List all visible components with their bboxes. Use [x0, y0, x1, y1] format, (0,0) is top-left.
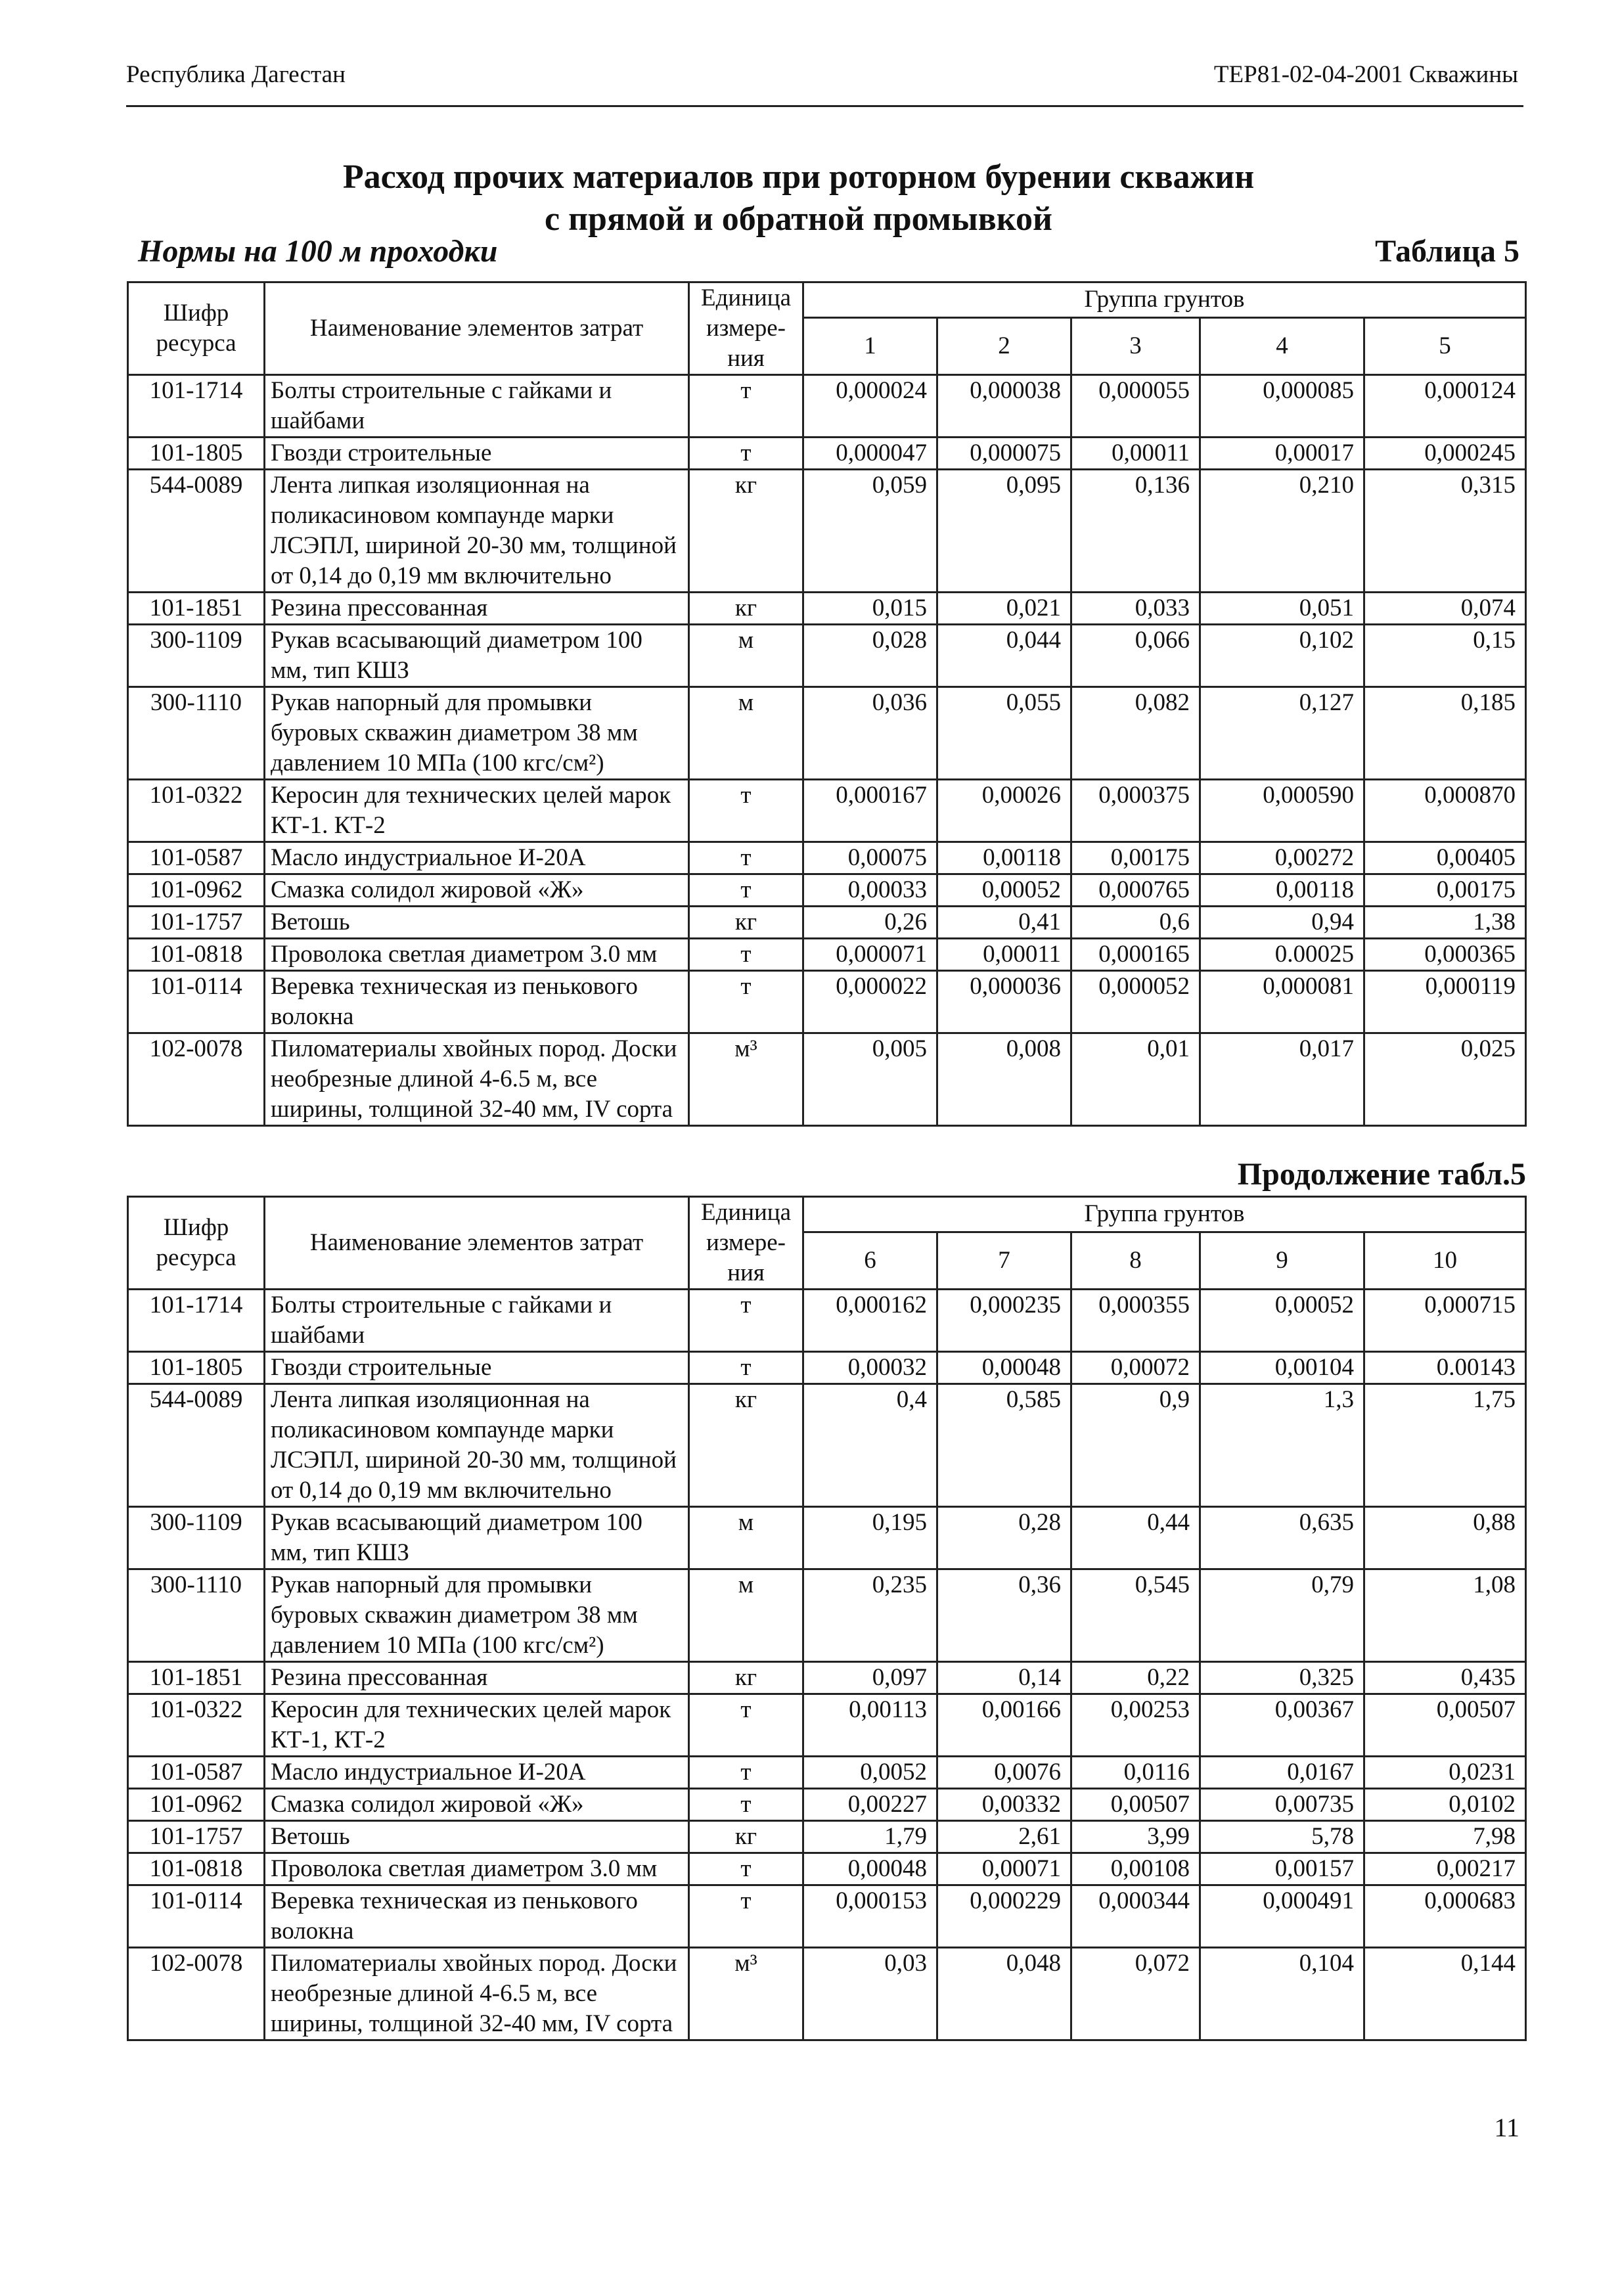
norm-value-cell: 0,00033 — [803, 874, 937, 907]
norms-table-groups-6-10 — [127, 1196, 1527, 2041]
norm-value-cell: 0,000590 — [1200, 780, 1364, 842]
unit-cell: м³ — [689, 1948, 803, 2040]
group-number: 5 — [1364, 317, 1526, 374]
norm-value-cell: 0,000081 — [1200, 971, 1364, 1033]
resource-code-cell: 101-0322 — [128, 780, 265, 842]
resource-code-cell: 101-1757 — [128, 1821, 265, 1853]
norm-value-cell: 0,000765 — [1071, 874, 1200, 907]
unit-cell: т — [689, 971, 803, 1033]
resource-name-cell: Масло индустриальное И-20А — [265, 842, 689, 874]
table-row — [128, 780, 1526, 842]
unit-cell: т — [689, 438, 803, 470]
resource-name-cell: Рукав напорный для промывки буровых скважин диаметром 38 мм давлением 10 МПа (100 кгс/см²) — [265, 1569, 689, 1662]
resource-name-cell: Проволока светлая диаметром 3.0 мм — [265, 1853, 689, 1885]
norm-value-cell: 0,00166 — [937, 1694, 1071, 1757]
norm-value-cell: 3,99 — [1071, 1821, 1200, 1853]
norm-value-cell: 0,000375 — [1071, 780, 1200, 842]
header-document-code: ТЕР81-02-04-2001 Скважины — [1213, 61, 1518, 88]
norm-value-cell: 0,000491 — [1200, 1885, 1364, 1948]
norm-value-cell: 0,048 — [937, 1948, 1071, 2040]
table-row — [128, 1352, 1526, 1384]
resource-name-cell: Ветошь — [265, 907, 689, 939]
norm-value-cell: 0,00026 — [937, 780, 1071, 842]
norm-value-cell: 0,00048 — [937, 1352, 1071, 1384]
norms-label: Нормы на 100 м проходки — [138, 234, 498, 269]
resource-name-cell: Резина прессованная — [265, 1662, 689, 1694]
norm-value-cell: 0,000355 — [1071, 1290, 1200, 1352]
col-header-code: Шифр ресурса — [128, 1197, 265, 1290]
norm-value-cell: 0,102 — [1200, 625, 1364, 687]
norm-value-cell: 0,325 — [1200, 1662, 1364, 1694]
norm-value-cell: 0,000038 — [937, 375, 1071, 438]
group-number: 9 — [1200, 1232, 1364, 1289]
col-header-code: Шифр ресурса — [128, 282, 265, 375]
table-row — [128, 939, 1526, 971]
unit-cell: кг — [689, 1821, 803, 1853]
resource-name-cell: Керосин для технических целей марок КТ-1, КТ-2 — [265, 1694, 689, 1757]
norm-value-cell: 0,4 — [803, 1384, 937, 1507]
unit-cell: т — [689, 842, 803, 874]
norm-value-cell: 0,00175 — [1071, 842, 1200, 874]
table-row — [128, 907, 1526, 939]
page-number: 11 — [1494, 2113, 1519, 2142]
norm-value-cell: 0,000235 — [937, 1290, 1071, 1352]
unit-cell: кг — [689, 1662, 803, 1694]
resource-code-cell: 544-0089 — [128, 1384, 265, 1507]
resource-name-cell: Гвозди строительные — [265, 1352, 689, 1384]
norm-value-cell: 0,000245 — [1364, 438, 1526, 470]
group-number: 1 — [803, 317, 937, 374]
norm-value-cell: 0,055 — [937, 687, 1071, 780]
table-row — [128, 971, 1526, 1033]
table-row — [128, 1033, 1526, 1126]
table-row — [128, 438, 1526, 470]
table-row — [128, 1948, 1526, 2040]
norm-value-cell: 0,000119 — [1364, 971, 1526, 1033]
norm-value-cell: 0,00367 — [1200, 1694, 1364, 1757]
norm-value-cell: 0,0102 — [1364, 1789, 1526, 1821]
norm-value-cell: 0.00143 — [1364, 1352, 1526, 1384]
table-row — [128, 874, 1526, 907]
norm-value-cell: 0,000365 — [1364, 939, 1526, 971]
resource-code-cell: 101-0114 — [128, 1885, 265, 1948]
norm-value-cell: 0,00118 — [937, 842, 1071, 874]
norm-value-cell: 0,097 — [803, 1662, 937, 1694]
table-row — [128, 1757, 1526, 1789]
col-header-name: Наименование элементов затрат — [265, 1197, 689, 1290]
norm-value-cell: 0,127 — [1200, 687, 1364, 780]
norm-value-cell: 0,000022 — [803, 971, 937, 1033]
norm-value-cell: 0,00052 — [937, 874, 1071, 907]
resource-code-cell: 101-0818 — [128, 939, 265, 971]
resource-name-cell: Лента липкая изоляционная на поликасиновом компаунде марки ЛСЭПЛ, шириной 20-30 мм, толщиной от 0,14 до 0,19 мм включительно — [265, 1384, 689, 1507]
norm-value-cell: 0,545 — [1071, 1569, 1200, 1662]
norm-value-cell: 0,015 — [803, 593, 937, 625]
norm-value-cell: 0,082 — [1071, 687, 1200, 780]
norm-value-cell: 0,059 — [803, 470, 937, 593]
norm-value-cell: 0,22 — [1071, 1662, 1200, 1694]
norm-value-cell: 0,000024 — [803, 375, 937, 438]
unit-cell: т — [689, 780, 803, 842]
resource-name-cell: Резина прессованная — [265, 593, 689, 625]
norm-value-cell: 0,095 — [937, 470, 1071, 593]
norm-value-cell: 0,025 — [1364, 1033, 1526, 1126]
resource-name-cell: Веревка техническая из пенькового волокна — [265, 971, 689, 1033]
unit-cell: т — [689, 874, 803, 907]
resource-name-cell: Ветошь — [265, 1821, 689, 1853]
norm-value-cell: 0,00507 — [1364, 1694, 1526, 1757]
group-number: 3 — [1071, 317, 1200, 374]
table-row — [128, 625, 1526, 687]
norm-value-cell: 5,78 — [1200, 1821, 1364, 1853]
norm-value-cell: 0,03 — [803, 1948, 937, 2040]
header-region: Республика Дагестан — [126, 61, 346, 88]
table-row — [128, 1885, 1526, 1948]
norm-value-cell: 0,028 — [803, 625, 937, 687]
norm-value-cell: 0,15 — [1364, 625, 1526, 687]
norm-value-cell: 0,000071 — [803, 939, 937, 971]
norm-value-cell: 0,00075 — [803, 842, 937, 874]
table-row — [128, 375, 1526, 438]
norm-value-cell: 0,195 — [803, 1507, 937, 1569]
norm-value-cell: 0,00104 — [1200, 1352, 1364, 1384]
col-header-name: Наименование элементов затрат — [265, 282, 689, 375]
resource-name-cell: Смазка солидол жировой «Ж» — [265, 874, 689, 907]
resource-name-cell: Рукав всасывающий диаметром 100 мм, тип КШЗ — [265, 625, 689, 687]
unit-cell: кг — [689, 907, 803, 939]
norm-value-cell: 0,000162 — [803, 1290, 937, 1352]
norm-value-cell: 0,036 — [803, 687, 937, 780]
norm-value-cell: 0,000344 — [1071, 1885, 1200, 1948]
resource-code-cell: 300-1109 — [128, 625, 265, 687]
unit-cell: т — [689, 1853, 803, 1885]
norm-value-cell: 0,008 — [937, 1033, 1071, 1126]
norm-value-cell: 0,000085 — [1200, 375, 1364, 438]
unit-cell: т — [689, 1694, 803, 1757]
table-row — [128, 1290, 1526, 1352]
resource-code-cell: 101-0114 — [128, 971, 265, 1033]
norm-value-cell: 0,000229 — [937, 1885, 1071, 1948]
norm-value-cell: 0,00272 — [1200, 842, 1364, 874]
resource-code-cell: 300-1110 — [128, 1569, 265, 1662]
resource-name-cell: Веревка техническая из пенькового волокна — [265, 1885, 689, 1948]
unit-cell: т — [689, 1885, 803, 1948]
norm-value-cell: 0,144 — [1364, 1948, 1526, 2040]
resource-code-cell: 101-0818 — [128, 1853, 265, 1885]
table-row — [128, 1821, 1526, 1853]
col-header-unit: Единица измере-ния — [689, 1197, 803, 1290]
table-row — [128, 593, 1526, 625]
unit-cell: м³ — [689, 1033, 803, 1126]
resource-code-cell: 101-1805 — [128, 1352, 265, 1384]
table-row — [128, 1853, 1526, 1885]
norm-value-cell: 0,435 — [1364, 1662, 1526, 1694]
resource-code-cell: 300-1110 — [128, 687, 265, 780]
header-rule — [126, 105, 1523, 107]
norm-value-cell: 0,41 — [937, 907, 1071, 939]
unit-cell: м — [689, 687, 803, 780]
resource-code-cell: 101-0587 — [128, 842, 265, 874]
norm-value-cell: 0,00032 — [803, 1352, 937, 1384]
unit-cell: т — [689, 375, 803, 438]
unit-cell: т — [689, 1757, 803, 1789]
norm-value-cell: 0,94 — [1200, 907, 1364, 939]
table-row — [128, 470, 1526, 593]
table-row — [128, 1789, 1526, 1821]
resource-code-cell: 101-0587 — [128, 1757, 265, 1789]
norm-value-cell: 0,00507 — [1071, 1789, 1200, 1821]
norm-value-cell: 0,00048 — [803, 1853, 937, 1885]
norm-value-cell: 0,000075 — [937, 438, 1071, 470]
unit-cell: кг — [689, 1384, 803, 1507]
page-title — [0, 156, 1597, 240]
unit-cell: т — [689, 1352, 803, 1384]
resource-name-cell: Болты строительные с гайками и шайбами — [265, 1290, 689, 1352]
norm-value-cell: 0,033 — [1071, 593, 1200, 625]
group-number: 6 — [803, 1232, 937, 1289]
resource-name-cell: Рукав напорный для промывки буровых скважин диаметром 38 мм давлением 10 МПа (100 кгс/см²) — [265, 687, 689, 780]
norm-value-cell: 0,00017 — [1200, 438, 1364, 470]
norm-value-cell: 0,00108 — [1071, 1853, 1200, 1885]
norm-value-cell: 0,000055 — [1071, 375, 1200, 438]
resource-name-cell: Масло индустриальное И-20А — [265, 1757, 689, 1789]
norm-value-cell: 0,585 — [937, 1384, 1071, 1507]
norm-value-cell: 0,044 — [937, 625, 1071, 687]
norm-value-cell: 0,00405 — [1364, 842, 1526, 874]
norm-value-cell: 0,000870 — [1364, 780, 1526, 842]
norm-value-cell: 0,000052 — [1071, 971, 1200, 1033]
norm-value-cell: 0,00175 — [1364, 874, 1526, 907]
unit-cell: кг — [689, 593, 803, 625]
norm-value-cell: 0,01 — [1071, 1033, 1200, 1126]
resource-name-cell: Болты строительные с гайками и шайбами — [265, 375, 689, 438]
unit-cell: т — [689, 939, 803, 971]
norm-value-cell: 0,00011 — [1071, 438, 1200, 470]
norm-value-cell: 0,021 — [937, 593, 1071, 625]
norm-value-cell: 0,6 — [1071, 907, 1200, 939]
norm-value-cell: 0,235 — [803, 1569, 937, 1662]
norm-value-cell: 0,00332 — [937, 1789, 1071, 1821]
norm-value-cell: 0,017 — [1200, 1033, 1364, 1126]
resource-code-cell: 101-1851 — [128, 593, 265, 625]
unit-cell: м — [689, 1569, 803, 1662]
norm-value-cell: 2,61 — [937, 1821, 1071, 1853]
resource-name-cell: Проволока светлая диаметром 3.0 мм — [265, 939, 689, 971]
unit-cell: кг — [689, 470, 803, 593]
norm-value-cell: 0,00072 — [1071, 1352, 1200, 1384]
norm-value-cell: 0,136 — [1071, 470, 1200, 593]
table-body — [128, 375, 1526, 1126]
norm-value-cell: 0,000036 — [937, 971, 1071, 1033]
norm-value-cell: 0,0076 — [937, 1757, 1071, 1789]
norm-value-cell: 0,00157 — [1200, 1853, 1364, 1885]
norm-value-cell: 0,000047 — [803, 438, 937, 470]
unit-cell: т — [689, 1290, 803, 1352]
norm-value-cell: 0,14 — [937, 1662, 1071, 1694]
resource-code-cell: 101-0322 — [128, 1694, 265, 1757]
resource-code-cell: 101-1757 — [128, 907, 265, 939]
norm-value-cell: 0,051 — [1200, 593, 1364, 625]
norm-value-cell: 0,000153 — [803, 1885, 937, 1948]
norm-value-cell: 0,635 — [1200, 1507, 1364, 1569]
norm-value-cell: 0,000683 — [1364, 1885, 1526, 1948]
resource-code-cell: 101-1851 — [128, 1662, 265, 1694]
resource-name-cell: Пиломатериалы хвойных пород. Доски необрезные длиной 4-6.5 м, все ширины, толщиной 32-40 мм, IV сорта — [265, 1948, 689, 2040]
norm-value-cell: 0,0167 — [1200, 1757, 1364, 1789]
norm-value-cell: 0,26 — [803, 907, 937, 939]
norm-value-cell: 0,315 — [1364, 470, 1526, 593]
norm-value-cell: 0,210 — [1200, 470, 1364, 593]
table-label: Таблица 5 — [1375, 234, 1519, 269]
table-row — [128, 1694, 1526, 1757]
norm-value-cell: 0,000165 — [1071, 939, 1200, 971]
norm-value-cell: 1,08 — [1364, 1569, 1526, 1662]
continuation-label: Продолжение табл.5 — [1237, 1157, 1526, 1192]
resource-code-cell: 101-1714 — [128, 375, 265, 438]
group-number: 2 — [937, 317, 1071, 374]
norm-value-cell: 0,000167 — [803, 780, 937, 842]
group-number: 7 — [937, 1232, 1071, 1289]
norm-value-cell: 0,00071 — [937, 1853, 1071, 1885]
resource-code-cell: 101-0962 — [128, 874, 265, 907]
norm-value-cell: 0,00113 — [803, 1694, 937, 1757]
col-header-group: Группа грунтов — [803, 282, 1526, 318]
resource-name-cell: Лента липкая изоляционная на поликасиновом компаунде марки ЛСЭПЛ, шириной 20-30 мм, толщиной от 0,14 до 0,19 мм включительно — [265, 470, 689, 593]
resource-code-cell: 101-0962 — [128, 1789, 265, 1821]
group-number: 4 — [1200, 317, 1364, 374]
norm-value-cell: 0,00052 — [1200, 1290, 1364, 1352]
col-header-group: Группа грунтов — [803, 1197, 1526, 1232]
table-row — [128, 1384, 1526, 1507]
norm-value-cell: 1,3 — [1200, 1384, 1364, 1507]
col-header-unit: Единица измере-ния — [689, 282, 803, 375]
norm-value-cell: 0,0116 — [1071, 1757, 1200, 1789]
unit-cell: м — [689, 625, 803, 687]
group-number: 8 — [1071, 1232, 1200, 1289]
norm-value-cell: 0,88 — [1364, 1507, 1526, 1569]
norm-value-cell: 0,0231 — [1364, 1757, 1526, 1789]
norm-value-cell: 0,79 — [1200, 1569, 1364, 1662]
norm-value-cell: 1,38 — [1364, 907, 1526, 939]
norm-value-cell: 0,072 — [1071, 1948, 1200, 2040]
resource-name-cell: Рукав всасывающий диаметром 100 мм, тип КШЗ — [265, 1507, 689, 1569]
norm-value-cell: 0,00011 — [937, 939, 1071, 971]
norm-value-cell: 0,074 — [1364, 593, 1526, 625]
unit-cell: м — [689, 1507, 803, 1569]
norm-value-cell: 0,00118 — [1200, 874, 1364, 907]
norm-value-cell: 0,000124 — [1364, 375, 1526, 438]
norm-value-cell: 0,0052 — [803, 1757, 937, 1789]
table-body — [128, 1290, 1526, 2040]
norm-value-cell: 0,005 — [803, 1033, 937, 1126]
resource-code-cell: 544-0089 — [128, 470, 265, 593]
resource-name-cell: Пиломатериалы хвойных пород. Доски необрезные длиной 4-6.5 м, все ширины, толщиной 32-40 мм, IV сорта — [265, 1033, 689, 1126]
norm-value-cell: 0,44 — [1071, 1507, 1200, 1569]
norm-value-cell: 0,185 — [1364, 687, 1526, 780]
norm-value-cell: 0,00735 — [1200, 1789, 1364, 1821]
resource-code-cell: 102-0078 — [128, 1033, 265, 1126]
norm-value-cell: 0,00217 — [1364, 1853, 1526, 1885]
title-line-1: Расход прочих материалов при роторном бурении скважин — [342, 158, 1255, 196]
table-row — [128, 1662, 1526, 1694]
resource-code-cell: 101-1805 — [128, 438, 265, 470]
resource-name-cell: Гвозди строительные — [265, 438, 689, 470]
norms-table-groups-1-5 — [127, 281, 1527, 1127]
title-line-2: с прямой и обратной промывкой — [544, 200, 1053, 238]
norm-value-cell: 0,00253 — [1071, 1694, 1200, 1757]
norm-value-cell: 0,104 — [1200, 1948, 1364, 2040]
group-number: 10 — [1364, 1232, 1526, 1289]
norm-value-cell: 0,066 — [1071, 625, 1200, 687]
norm-value-cell: 0,36 — [937, 1569, 1071, 1662]
table-row — [128, 842, 1526, 874]
norm-value-cell: 0,9 — [1071, 1384, 1200, 1507]
resource-name-cell: Керосин для технических целей марок КТ-1. КТ-2 — [265, 780, 689, 842]
resource-code-cell: 102-0078 — [128, 1948, 265, 2040]
norm-value-cell: 0,28 — [937, 1507, 1071, 1569]
norm-value-cell: 1,75 — [1364, 1384, 1526, 1507]
table-row — [128, 1569, 1526, 1662]
norm-value-cell: 0,00227 — [803, 1789, 937, 1821]
norm-value-cell: 7,98 — [1364, 1821, 1526, 1853]
unit-cell: т — [689, 1789, 803, 1821]
table-row — [128, 687, 1526, 780]
table-row — [128, 1507, 1526, 1569]
resource-code-cell: 300-1109 — [128, 1507, 265, 1569]
resource-code-cell: 101-1714 — [128, 1290, 265, 1352]
resource-name-cell: Смазка солидол жировой «Ж» — [265, 1789, 689, 1821]
norm-value-cell: 1,79 — [803, 1821, 937, 1853]
norm-value-cell: 0,000715 — [1364, 1290, 1526, 1352]
norm-value-cell: 0.00025 — [1200, 939, 1364, 971]
